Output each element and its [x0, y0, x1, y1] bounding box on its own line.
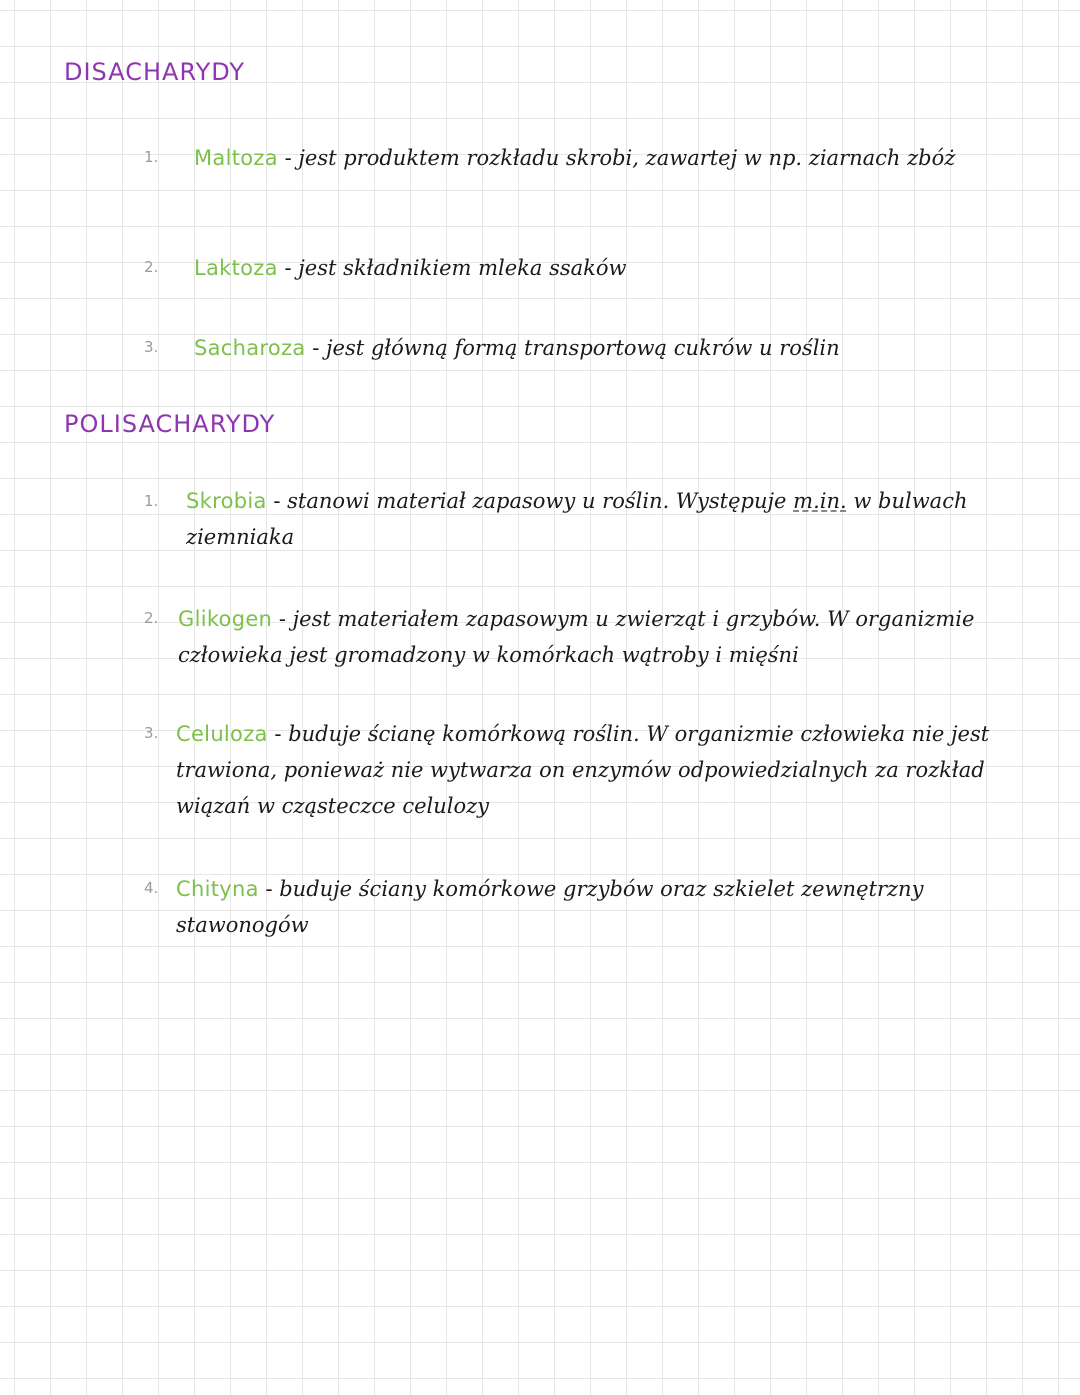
abbreviation: m.in. [793, 489, 847, 513]
item-number: 2. [144, 258, 159, 276]
term-cellulose: Celuloza [176, 722, 268, 746]
term-chitin: Chityna [176, 877, 259, 901]
item-separator: - [284, 146, 292, 170]
item-description: buduje ścianę komórkową roślin. W organizmie człowieka nie jest trawiona, ponieważ nie wytwarza on enzymów odpowiedzialnych za rozkład wiązań w cząsteczce celulozy [176, 722, 990, 818]
term-glycogen: Glikogen [178, 607, 273, 631]
polysaccharide-item-glycogen [178, 601, 1058, 673]
item-separator: - [312, 336, 320, 360]
item-number: 1. [144, 148, 159, 166]
item-description: jest produktem rozkładu skrobi, zawartej w np. ziarnach zbóż [298, 146, 956, 170]
section-title-disaccharides: DISACHARYDY [64, 58, 246, 86]
item-number: 1. [144, 492, 159, 510]
disaccharide-item-lactose [194, 250, 1054, 286]
item-separator: - [274, 722, 282, 746]
item-number: 4. [144, 879, 159, 897]
disaccharide-item-maltose [194, 140, 1064, 176]
item-separator: - [273, 489, 281, 513]
item-separator: - [278, 607, 286, 631]
disaccharide-item-sucrose [194, 330, 1054, 366]
item-description: buduje ściany komórkowe grzybów oraz szkielet zewnętrzny stawonogów [176, 877, 924, 937]
polysaccharide-item-starch [186, 483, 1048, 555]
item-description: jest główną formą transportową cukrów u roślin [326, 336, 840, 360]
polysaccharide-item-chitin [176, 871, 1026, 943]
item-description: jest składnikiem mleka ssaków [298, 256, 627, 280]
item-description-end: w bulwach ziemniaka [186, 489, 968, 549]
item-description: jest materiałem zapasowym u zwierząt i grzybów. W organizmie człowieka jest gromadzony w komórkach wątroby i mięśni [178, 607, 975, 667]
section-title-polysaccharides: POLISACHARYDY [64, 410, 276, 438]
term-maltose: Maltoza [194, 146, 278, 170]
polysaccharide-item-cellulose [176, 716, 1036, 824]
item-description: stanowi materiał zapasowy u roślin. Występuje [287, 489, 787, 513]
term-sucrose: Sacharoza [194, 336, 306, 360]
item-separator: - [265, 877, 273, 901]
item-number: 2. [144, 609, 159, 627]
item-number: 3. [144, 724, 159, 742]
item-number: 3. [144, 338, 159, 356]
term-starch: Skrobia [186, 489, 267, 513]
term-lactose: Laktoza [194, 256, 278, 280]
item-separator: - [284, 256, 292, 280]
